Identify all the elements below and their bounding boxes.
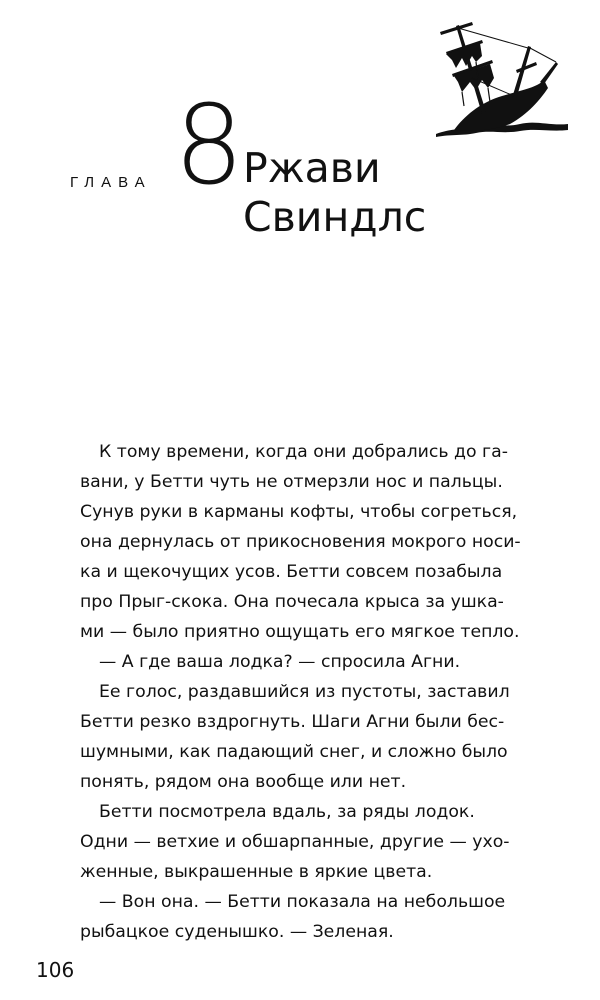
page-number: 106 [36,958,75,982]
chapter-title [243,144,426,242]
text-line: она дернулась от прикосновения мокрого носи- [80,532,521,552]
text-line: понять, рядом она вообще или нет. [80,772,407,792]
text-line: вани, у Бетти чуть не отмерзли нос и пальцы. [80,472,503,492]
text-line: К тому времени, когда они добрались до га- [99,442,508,462]
text-line: Бетти резко вздрогнуть. Шаги Агни были бес- [80,712,505,732]
text-line: ми — было приятно ощущать его мягкое тепло. [80,622,520,642]
text-line: ка и щекочущих усов. Бетти совсем позабыла [80,562,503,582]
chapter-title-line-1: Ржави [243,144,381,192]
text-line: — А где ваша лодка? — спросила Агни. [99,652,461,672]
sinking-ship-icon [432,18,572,138]
text-line: — Вон она. — Бетти показала на небольшое [99,892,506,912]
chapter-title-line-2: Свиндлс [243,193,427,241]
chapter-label: ГЛАВА [70,174,152,191]
text-line: женные, выкрашенные в яркие цвета. [80,862,433,882]
text-line: Ее голос, раздавшийся из пустоты, заставил [99,682,510,702]
chapter-number: 8 [174,81,244,209]
text-line: рыбацкое суденышко. — Зеленая. [80,922,394,942]
body-text [80,437,560,947]
text-line: про Прыг-скока. Она почесала крыса за ушка- [80,592,504,612]
text-line: Сунув руки в карманы кофты, чтобы согреться, [80,502,518,522]
text-line: Бетти посмотрела вдаль, за ряды лодок. [99,802,475,822]
text-line: шумными, как падающий снег, и сложно было [80,742,508,762]
text-line: Одни — ветхие и обшарпанные, другие — ухо- [80,832,510,852]
